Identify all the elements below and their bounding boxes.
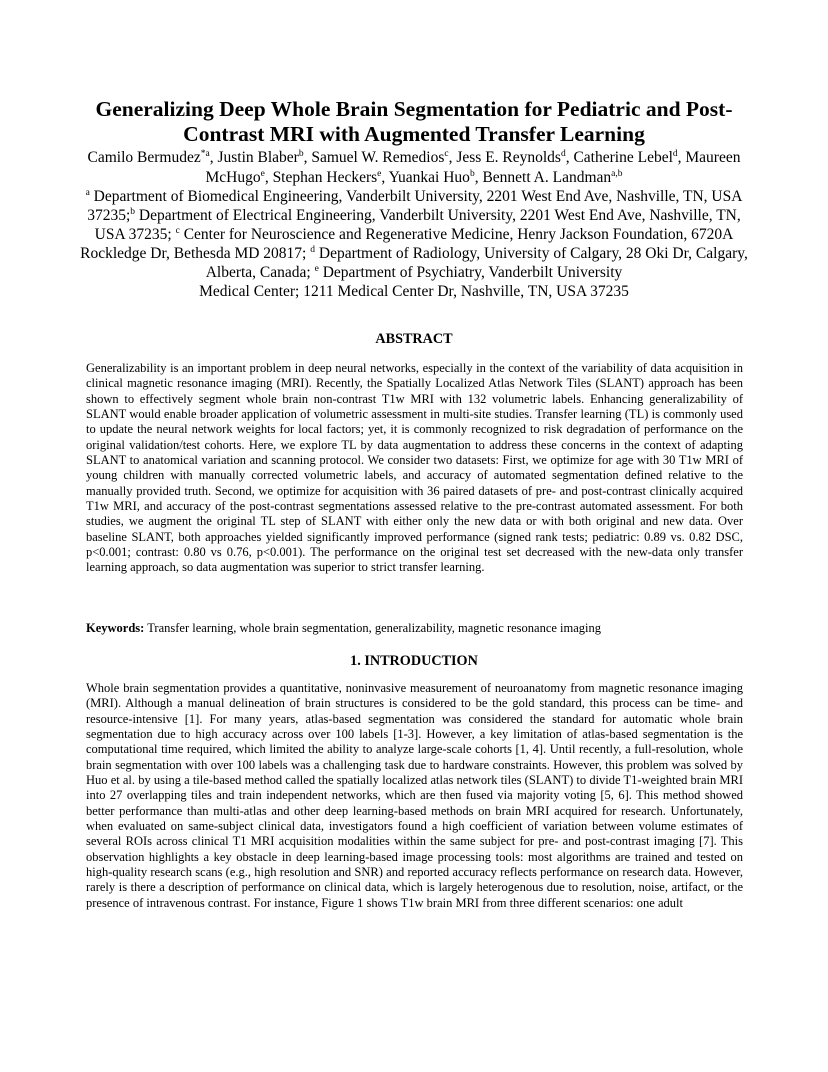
author: Catherine Lebel (573, 149, 673, 166)
abstract-text: Generalizability is an important problem in deep neural networks, especially in the context of the variability of data acquisition in clinical magnetic resonance imaging (MRI). Recently, the Spatially Localized Atlas Network Tiles (SLANT) approach has been shown to effectively segment whole brain non-contrast T1w MRI with 132 volumetric labels. Enhancing generalizability of SLANT would enable broader application of volumetric assessment in multi-site studies. Transfer learning (TL) is commonly used to update the neural network weights for local factors; yet, it is commonly recognized to risk degradation of performance on the original validation/test cohorts. Here, we explore TL by data augmentation to address these concerns in the context of adapting SLANT to anatomical variation and scanning protocol. We consider two datasets: First, we optimize for age with 30 T1w MRI of young children with manually corrected volumetric labels, and accuracy of automated segmentation defined relative to the manually provided truth. Second, we optimize for acquisition with 36 paired datasets of pre- and post-contrast clinically acquired T1w MRI, and accuracy of the post-contrast segmentations assessed relative to the pre-contrast automated assessment. For both studies, we augment the original TL step of SLANT with either only the new data or with both original and new data. Over baseline SLANT, both approaches yielded significantly improved performance (signed rank tests; pediatric: 0.89 vs. 0.82 DSC, p<0.001; contrast: 0.80 vs 0.76, p<0.001). The performance on the original test set decreased with the new-data only transfer learning approach, so data augmentation was superior to strict transfer learning. (86, 361, 743, 575)
author: Bennett A. Landman (482, 168, 612, 186)
affiliation-mark: e (260, 168, 265, 179)
author: Stephan Heckers (272, 168, 378, 186)
author: Samuel W. Remedios (311, 149, 445, 166)
affiliation-mark: c (175, 225, 180, 236)
author: Camilo Bermudez (87, 149, 201, 166)
affiliation-mark: d (310, 244, 315, 255)
affiliation-tail: Medical Center; 1211 Medical Center Dr, Nashville, TN, USA 37235 (199, 283, 629, 300)
affiliation-mark: c (444, 148, 449, 159)
affiliation: Department of Biomedical Engineering, Vanderbilt University, 2201 West End Ave, Nashville, TN, USA 37235; (87, 188, 743, 224)
affiliation-mark: b (130, 206, 136, 217)
author: Jess E. Reynolds (456, 149, 561, 166)
paper-title: Generalizing Deep Whole Brain Segmentation for Pediatric and Post-Contrast MRI with Augmented Transfer Learning (95, 97, 733, 146)
keywords-label: Keywords: (86, 621, 145, 635)
affiliation-mark: b (298, 148, 304, 159)
affiliation: Center for Neuroscience and Regenerative Medicine, Henry Jackson Foundation, 6720A Rockledge Dr, Bethesda MD 20817; (80, 226, 734, 262)
keywords (86, 621, 743, 636)
keywords-text: Transfer learning, whole brain segmentation, generalizability, magnetic resonance imaging (147, 621, 602, 635)
author: Justin Blaber (217, 149, 299, 166)
author-list: Camilo Bermudez$^{*a}$, Justin Blaber$^b$, Samuel W. Remedios$^c$, Jess E. Reynolds$^d$, Catherine Lebel$^d$, Maureen McHugo$^e$, Stephan Heckers$^e$, Yuankai Huo$^b$, Bennett A. Landman$^{a,b}$ (87, 148, 741, 186)
abstract-heading: ABSTRACT (375, 331, 453, 347)
author: Yuankai Huo (388, 168, 470, 186)
affiliation-mark: b (469, 168, 475, 179)
affiliation-mark: e (314, 263, 319, 274)
affiliation: Department of Psychiatry, Vanderbilt University (322, 264, 623, 281)
introduction-text: Whole brain segmentation provides a quantitative, noninvasive measurement of neuroanatomy from magnetic resonance imaging (MRI). Although a manual delineation of brain structures is considered to be the gold standard, this process can be time- and resource-intensive [1]. For many years, atlas-based segmentation was considered the standard for automatic whole brain segmentation due to high accuracy across over 100 labels [1-3]. However, a key limitation of atlas-based segmentation is the computational time required, which limited the ability to analyze large-scale cohorts [1, 4]. Until recently, a full-resolution, whole brain segmentation with over 100 labels was a challenging task due to hardware constraints. However, this problem was solved by Huo et al. by using a tile-based method called the spatially localized atlas network tiles (SLANT) to divide T1-weighted brain MRI into 27 overlapping tiles and train independent networks, which are then fused via majority voting [5, 6]. This method showed better performance than multi-atlas and other deep learning-based methods on brain MRI acquired for research. Unfortunately, when evaluated on same-subject clinical data, investigators found a high coefficient of variation between volume estimates of several ROIs across clinical T1 MRI acquisition modalities within the same subject for pre- and post-contrast imaging [7]. This observation highlights a key obstacle in deep learning-based image processing tools: most algorithms are trained and tested on high-quality research scans (e.g., high resolution and SNR) and reported accuracy reflects performance on research data. However, rarely is there a description of performance on clinical data, which is largely heterogenous due to resolution, noise, artifact, or the presence of intravenous contrast. For instance, Figure 1 shows T1w brain MRI from three different scenarios: one adult (86, 681, 743, 910)
affiliation-mark: a,b (611, 168, 623, 179)
affiliation-list (70, 187, 758, 301)
affiliation-mark: d (560, 148, 566, 159)
author: Maureen McHugo (205, 149, 741, 186)
affiliation: Department of Electrical Engineering, Vanderbilt University, 2201 West End Ave, Nashville, TN, USA 37235; (94, 207, 741, 243)
affiliation-mark: *a (200, 148, 210, 159)
affiliation: Department of Radiology, University of Calgary, 28 Oki Dr, Calgary, Alberta, Canada; (205, 245, 748, 281)
section-heading-introduction: 1. INTRODUCTION (350, 653, 478, 669)
affiliation-mark: e (377, 168, 382, 179)
affiliation-mark: a (85, 187, 90, 198)
affiliation-mark: d (672, 148, 678, 159)
